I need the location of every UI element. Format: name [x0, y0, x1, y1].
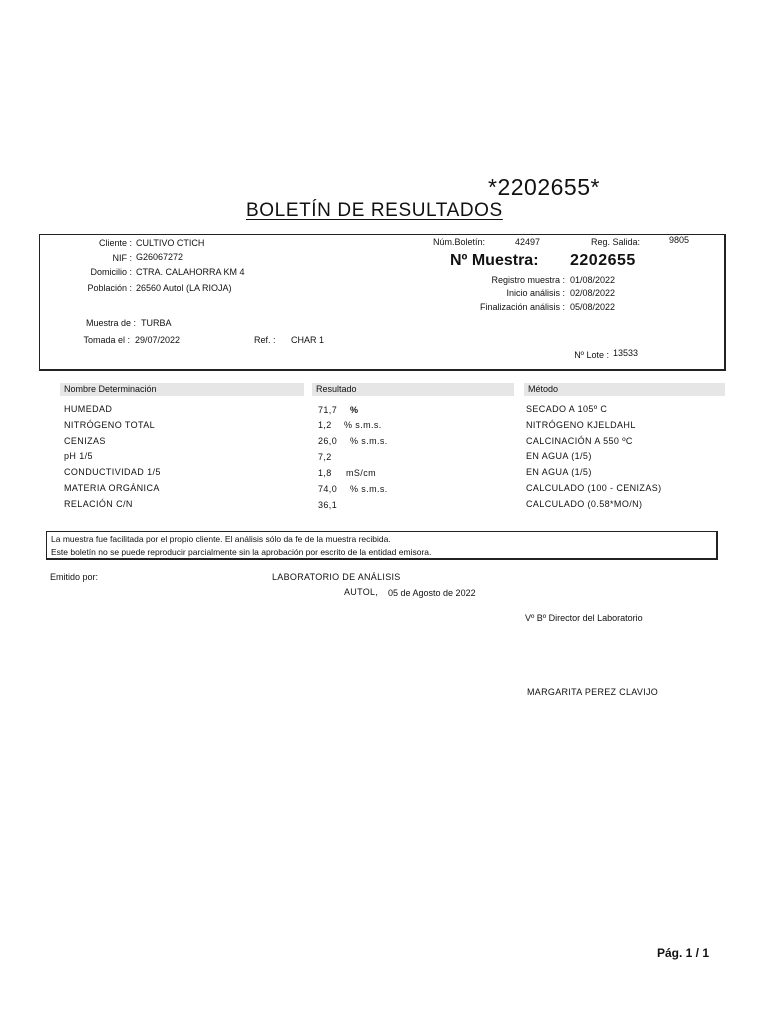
tomada-value: 29/07/2022 [135, 335, 181, 345]
row-method: CALCULADO (100 - CENIZAS) [526, 483, 662, 493]
cliente-value: CULTIVO CTICH [136, 238, 205, 248]
row-value: 71,7 [318, 405, 338, 415]
row-value: 74,0 [318, 484, 338, 494]
row-value: 36,1 [318, 500, 338, 510]
row-method: EN AGUA (1/5) [526, 451, 592, 461]
row-method: CALCINACIÓN A 550 ºC [526, 436, 633, 446]
num-boletin-label: Núm.Boletín: [433, 237, 486, 247]
muestra-de-label: Muestra de : [85, 318, 136, 328]
disclaimer-line-2: Este boletín no se puede reproducir parcialmente sin la aprobación por escrito de la entidad emisora. [51, 547, 432, 557]
tomada-label: Tomada el : [83, 335, 130, 345]
barcode-text: *2202655* [488, 174, 600, 200]
row-name: HUMEDAD [64, 404, 113, 414]
laboratorio-name: LABORATORIO DE ANÁLISIS [272, 572, 401, 582]
poblacion-value: 26560 Autol (LA RIOJA) [136, 283, 232, 293]
row-method: NITRÓGENO KJELDAHL [526, 420, 636, 430]
director-name: MARGARITA PEREZ CLAVIJO [527, 687, 659, 697]
lote-label: Nº Lote : [574, 350, 609, 360]
num-muestra-label: Nº Muestra: [450, 252, 539, 269]
page-title: BOLETÍN DE RESULTADOS [246, 200, 503, 221]
row-name: pH 1/5 [64, 451, 93, 461]
emitido-label: Emitido por: [50, 572, 99, 582]
disclaimer-box [46, 531, 718, 560]
row-value: 26,0 [318, 436, 338, 446]
column-header-method: Método [524, 383, 725, 396]
reg-salida-label: Reg. Salida: [591, 237, 641, 247]
row-name: RELACIÓN C/N [64, 499, 133, 509]
row-name: CONDUCTIVIDAD 1/5 [64, 467, 161, 477]
emission-date: 05 de Agosto de 2022 [388, 588, 476, 598]
row-value: 1,2 [318, 420, 332, 430]
domicilio-label: Domicilio : [90, 267, 132, 277]
row-method: CALCULADO (0.58*MO/N) [526, 499, 643, 509]
row-method: EN AGUA (1/5) [526, 467, 592, 477]
column-header-name: Nombre Determinación [60, 383, 304, 396]
ref-label: Ref. : [254, 335, 276, 345]
column-header-result: Resultado [312, 383, 514, 396]
num-boletin-value: 42497 [515, 237, 541, 247]
row-name: MATERIA ORGÁNICA [64, 483, 160, 493]
row-unit: % s.m.s. [350, 436, 388, 446]
domicilio-value: CTRA. CALAHORRA KM 4 [136, 267, 245, 277]
row-unit: mS/cm [346, 468, 376, 478]
row-name: CENIZAS [64, 436, 106, 446]
row-name: NITRÓGENO TOTAL [64, 420, 156, 430]
registro-value: 01/08/2022 [570, 275, 616, 285]
row-unit: % s.m.s. [344, 420, 382, 430]
inicio-label: Inicio análisis : [506, 288, 565, 298]
director-label: Vº Bº Director del Laboratorio [525, 613, 643, 623]
page-number: Pág. 1 / 1 [657, 946, 710, 960]
row-value: 1,8 [318, 468, 332, 478]
num-muestra-value: 2202655 [570, 252, 636, 269]
poblacion-label: Población : [87, 283, 132, 293]
registro-label: Registro muestra : [491, 275, 565, 285]
cliente-label: Cliente : [98, 238, 132, 248]
reg-salida-value: 9805 [669, 235, 690, 245]
finalizacion-value: 05/08/2022 [570, 302, 616, 312]
nif-label: NIF : [112, 253, 132, 263]
ref-value: CHAR 1 [291, 335, 325, 345]
lote-value: 13533 [613, 348, 639, 358]
row-value: 7,2 [318, 452, 332, 462]
row-method: SECADO A 105º C [526, 404, 608, 414]
emission-place: AUTOL, [344, 587, 379, 597]
inicio-value: 02/08/2022 [570, 288, 616, 298]
nif-value: G26067272 [136, 252, 184, 262]
disclaimer-line-1: La muestra fue facilitada por el propio cliente. El análisis sólo da fe de la muestra recibida. [51, 534, 391, 544]
row-unit: % s.m.s. [350, 484, 388, 494]
finalizacion-label: Finalización análisis : [479, 302, 565, 312]
row-unit: % [350, 405, 359, 415]
muestra-de-value: TURBA [141, 318, 172, 328]
